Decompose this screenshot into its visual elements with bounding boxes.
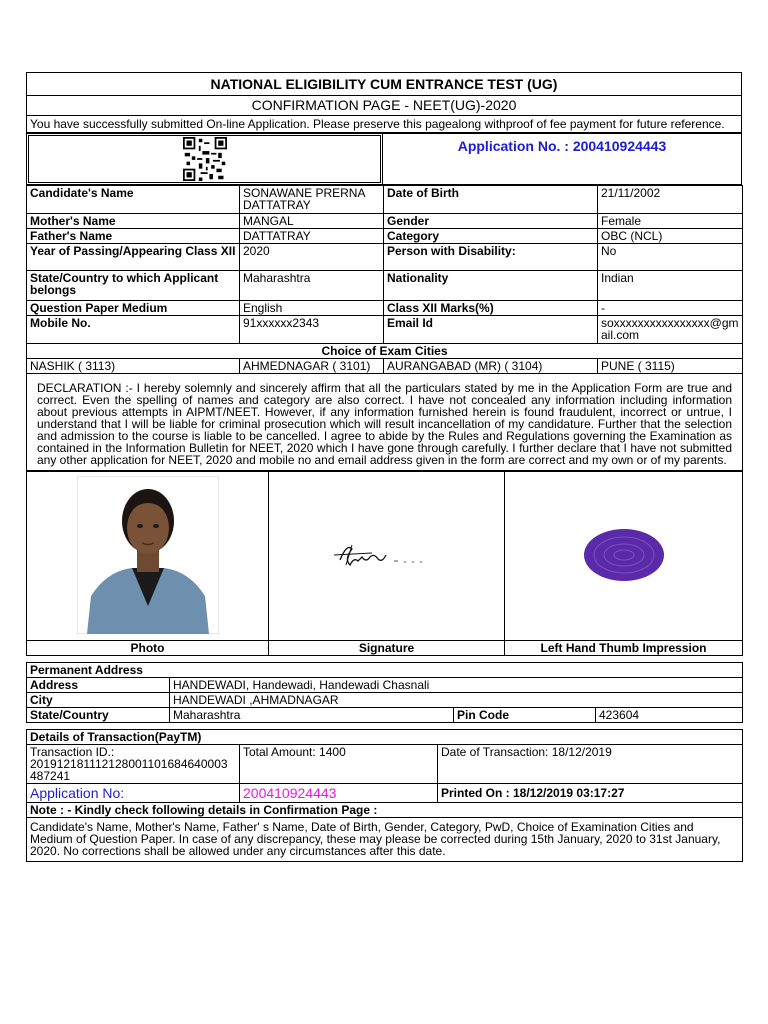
images-table [26,471,743,656]
nationality-value: Indian [598,271,743,301]
signature-image [332,535,442,575]
app-no-label: Application No: [27,784,240,803]
transaction-date: Date of Transaction: 18/12/2019 [438,745,743,784]
total-amount: Total Amount: 1400 [240,745,438,784]
exam-city-1: NASHIK ( 3113) [27,359,240,374]
transaction-id-value: 201912181112128001101684640003 487241 [30,757,228,783]
exam-city-3: AURANGABAD (MR) ( 3104) [384,359,598,374]
email-label: Email Id [384,316,598,344]
exam-cities-heading: Choice of Exam Cities [27,344,743,359]
page-title: NATIONAL ELIGIBILITY CUM ENTRANCE TEST (UG) [27,73,742,96]
thumb-cell [505,472,743,641]
email-value: soxxxxxxxxxxxxxxxx@gmail.com [598,316,743,344]
thumb-impression-image [579,525,669,585]
qr-appno-table [26,133,742,185]
pwd-value: No [598,244,743,271]
application-number: Application No. : 200410924443 [383,134,742,185]
address-state-label: State/Country [27,708,170,723]
pwd-label: Person with Disability: [384,244,598,271]
photo-cell [27,472,269,641]
category-value: OBC (NCL) [598,229,743,244]
header-table [26,72,742,133]
year-passing-label: Year of Passing/Appearing Class XII [27,244,240,271]
signature-label: Signature [269,641,505,656]
city-value: HANDEWADI ,AHMADNAGAR [170,693,743,708]
transaction-table [26,729,743,862]
declaration-text: DECLARATION :- I hereby solemnly and sincerely affirm that all the particulars stated by me in the Application Form are true and correct. Even the spelling of names and category are also correct. I have not concealed any information including information about previous attempts in AIPMT/NEET. However, if any information furnished herein is found fraudulent, incorrect or untrue, I understand that I will be liable for criminal prosecution which will result incancellation of my candidature. Further that the selection and admission to the course is liable to be cancelled. I agree to abide by the Rules and Regulations governing the Examination as contained in the Information Bulletin for NEET, 2020 which I have gone through carefully. I further declare that I have not submitted any other application for NEET, 2020 and mobile no and email address given in the form are correct and my own or of my parents. [27,374,743,471]
medium-value: English [240,301,384,316]
category-label: Category [384,229,598,244]
page-subtitle: CONFIRMATION PAGE - NEET(UG)-2020 [27,96,742,116]
state-label: State/Country to which Applicant belongs [27,271,240,301]
confirmation-page [26,72,742,862]
gender-value: Female [598,214,743,229]
candidate-name-value: SONAWANE PRERNA DATTATRAY [240,186,384,214]
notice-text: You have successfully submitted On-line Application. Please preserve this pagealong withproof of fee payment for future reference. [27,116,742,133]
exam-city-2: AHMEDNAGAR ( 3101) [240,359,384,374]
thumb-label: Left Hand Thumb Impression [505,641,743,656]
app-no-value: 200410924443 [240,784,438,803]
gender-label: Gender [384,214,598,229]
candidate-details-table [26,185,743,471]
note-text: Candidate's Name, Mother's Name, Father' s Name, Date of Birth, Gender, Category, PwD, Choice of Examination Cities and Medium of Question Paper. In case of any discrepancy, these may please be corrected during 15th January, 2020 to 31st January, 2020. No corrections shall be allowed under any circumstances after this date. [27,818,743,862]
mobile-value: 91xxxxxx2343 [240,316,384,344]
mobile-label: Mobile No. [27,316,240,344]
address-value: HANDEWADI, Handewadi, Handewadi Chasnali [170,678,743,693]
pin-code-label: Pin Code [454,708,596,723]
dob-label: Date of Birth [384,186,598,214]
transaction-id-label: Transaction ID.: [30,745,115,759]
qr-code-icon [183,137,227,181]
father-name-label: Father's Name [27,229,240,244]
qr-cell [27,134,383,185]
candidate-name-label: Candidate's Name [27,186,240,214]
transaction-heading: Details of Transaction(PayTM) [27,730,743,745]
pin-code-value: 423604 [596,708,743,723]
printed-on: Printed On : 18/12/2019 03:17:27 [438,784,743,803]
mother-name-value: MANGAL [240,214,384,229]
mother-name-label: Mother's Name [27,214,240,229]
nationality-label: Nationality [384,271,598,301]
exam-city-4: PUNE ( 3115) [598,359,743,374]
photo-image [77,476,219,634]
medium-label: Question Paper Medium [27,301,240,316]
year-passing-value: 2020 [240,244,384,271]
address-label: Address [27,678,170,693]
marks-value: - [598,301,743,316]
photo-label: Photo [27,641,269,656]
father-name-value: DATTATRAY [240,229,384,244]
address-table [26,662,743,723]
state-value: Maharashtra [240,271,384,301]
address-state-value: Maharashtra [170,708,454,723]
city-label: City [27,693,170,708]
transaction-id-cell [27,745,240,784]
note-heading: Note : - Kindly check following details in Confirmation Page : [27,803,743,818]
permanent-address-heading: Permanent Address [27,663,743,678]
signature-cell [269,472,505,641]
marks-label: Class XII Marks(%) [384,301,598,316]
dob-value: 21/11/2002 [598,186,743,214]
